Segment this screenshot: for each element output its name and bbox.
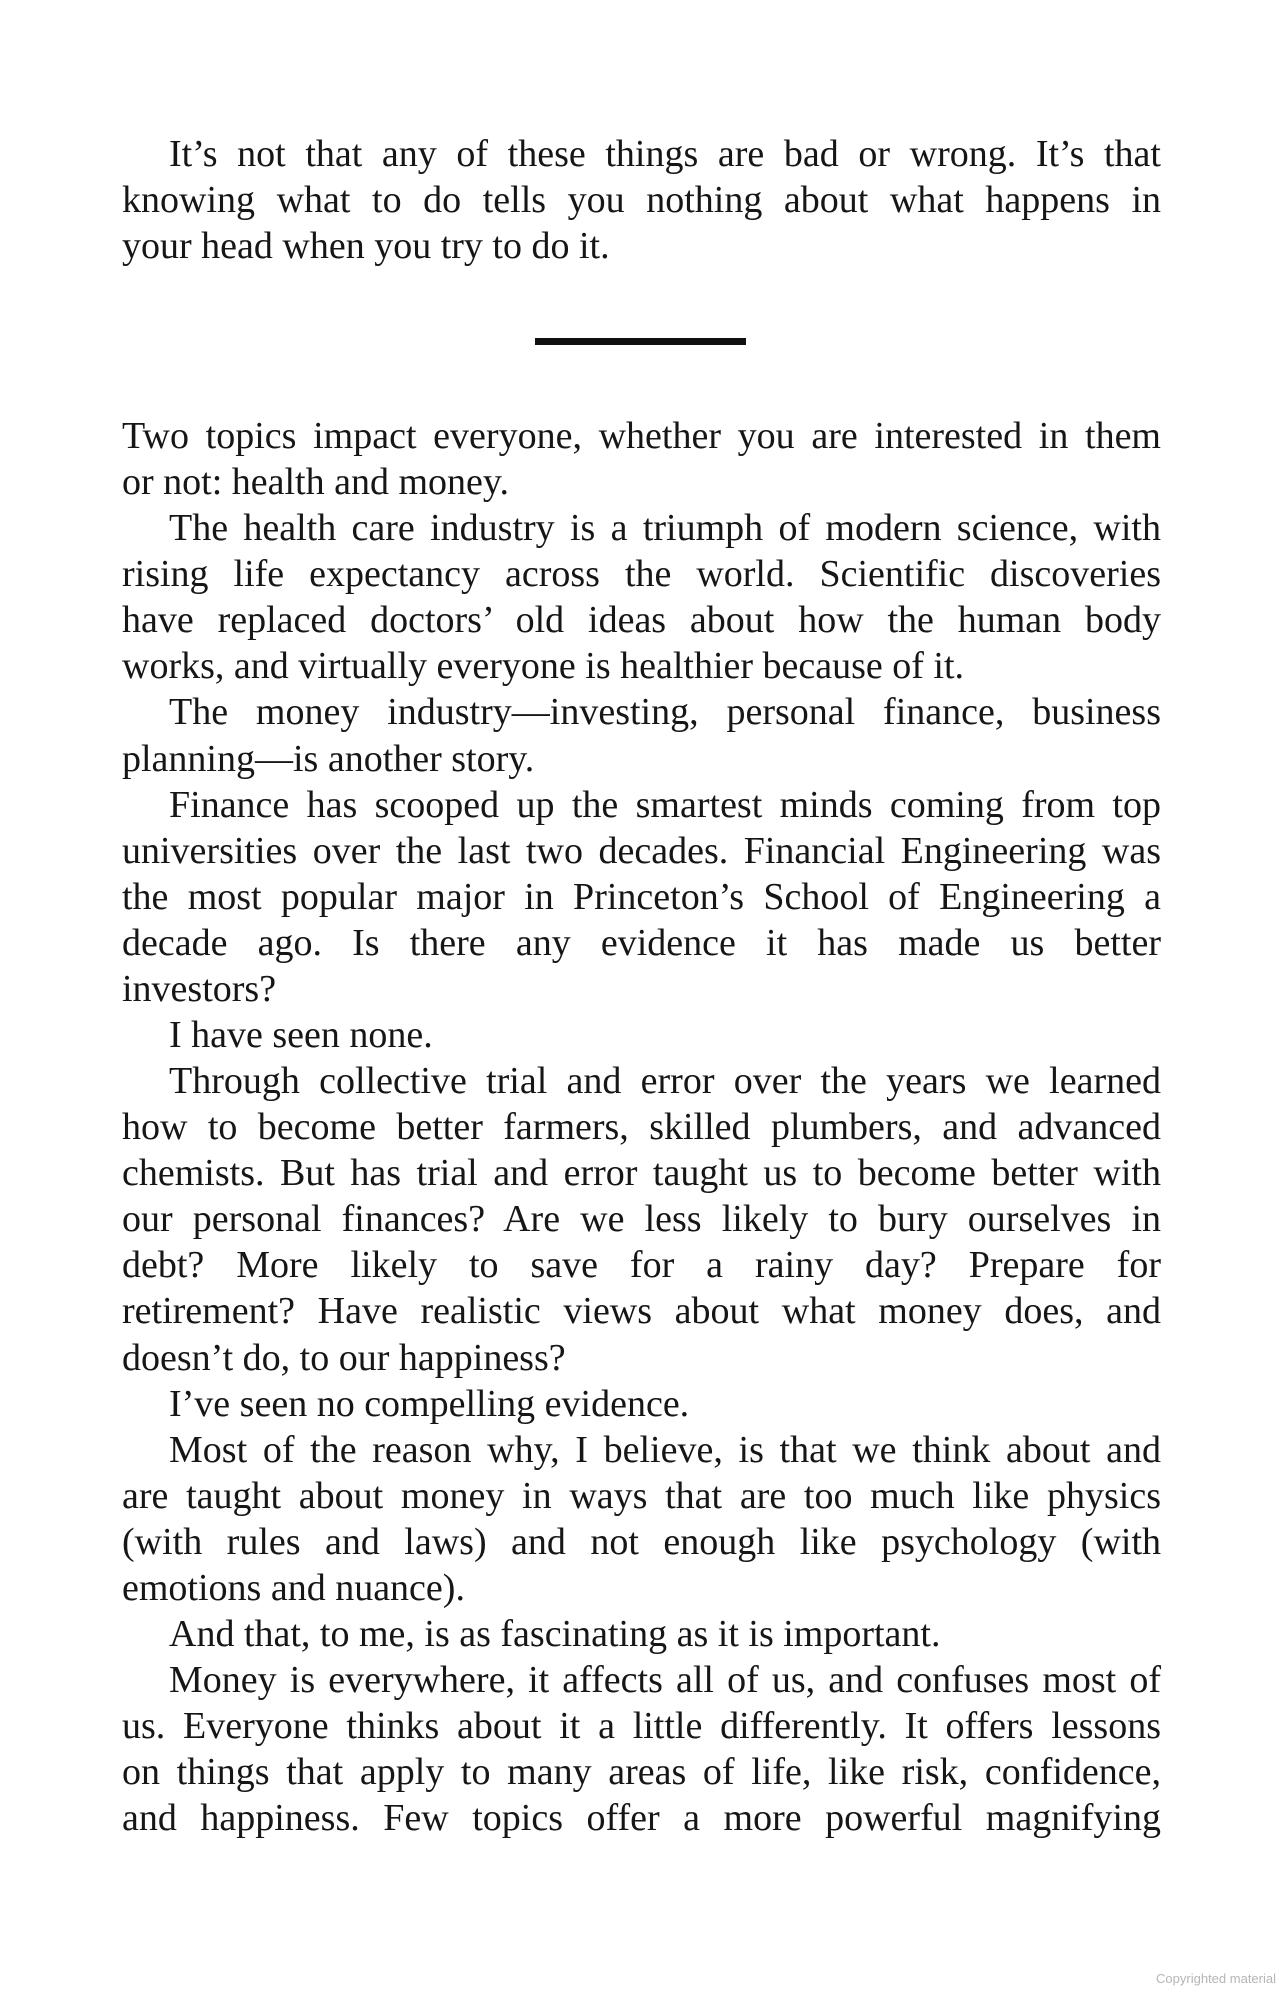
text-line: and happiness. Few topics offer a more powerful magnifying — [122, 1797, 1161, 1840]
text-line: are taught about money in ways that are too much like physics — [122, 1474, 1161, 1517]
text-line: I have seen none. — [169, 1014, 433, 1057]
text-line: Money is everywhere, it affects all of us, and confuses most of — [169, 1659, 1161, 1702]
paragraph — [122, 505, 1161, 689]
text-line: I’ve seen no compelling evidence. — [169, 1382, 690, 1425]
text-line: doesn’t do, to our happiness? — [122, 1336, 566, 1379]
paragraph — [122, 1611, 1161, 1657]
text-line: have replaced doctors’ old ideas about how the human body — [122, 599, 1161, 642]
paragraph — [122, 1657, 1161, 1841]
text-line: Finance has scooped up the smartest minds coming from top — [169, 783, 1161, 826]
text-line: chemists. But has trial and error taught us to become better with — [122, 1152, 1161, 1195]
text-line: debt? More likely to save for a rainy day? Prepare for — [122, 1244, 1161, 1287]
text-line: knowing what to do tells you nothing about what happens in — [122, 179, 1161, 222]
text-line: Two topics impact everyone, whether you are interested in them — [122, 415, 1161, 457]
section-main — [122, 413, 1161, 1841]
text-line: the most popular major in Princeton’s School of Engineering a — [122, 875, 1161, 918]
text-line: decade ago. Is there any evidence it has made us better — [122, 921, 1161, 964]
text-line: planning—is another story. — [122, 737, 535, 780]
text-line: And that, to me, is as fascinating as it is important. — [169, 1613, 941, 1656]
text-line: emotions and nuance). — [122, 1566, 465, 1609]
text-line: investors? — [122, 967, 277, 1010]
paragraph — [122, 689, 1161, 781]
paragraph — [122, 1012, 1161, 1058]
paragraph — [122, 1381, 1161, 1427]
section-divider — [535, 338, 746, 345]
text-line: Most of the reason why, I believe, is that we think about and — [169, 1428, 1161, 1471]
text-line: works, and virtually everyone is healthier because of it. — [122, 645, 965, 688]
text-line: Through collective trial and error over the years we learned — [169, 1060, 1161, 1103]
text-line: It’s not that any of these things are bad or wrong. It’s that — [169, 133, 1161, 175]
paragraph — [122, 1058, 1161, 1381]
text-line: your head when you try to do it. — [122, 225, 610, 268]
copyright-watermark: Copyrighted material — [1156, 1971, 1276, 1986]
text-line: our personal finances? Are we less likely to bury ourselves in — [122, 1198, 1161, 1241]
text-line: The health care industry is a triumph of modern science, with — [169, 507, 1161, 550]
paragraph — [122, 413, 1161, 505]
text-line: how to become better farmers, skilled plumbers, and advanced — [122, 1106, 1161, 1149]
text-line: retirement? Have realistic views about what money does, and — [122, 1290, 1161, 1333]
paragraph — [122, 1427, 1161, 1611]
text-line: rising life expectancy across the world. Scientific discoveries — [122, 553, 1161, 596]
text-line: The money industry—investing, personal finance, business — [169, 691, 1161, 734]
text-line: on things that apply to many areas of life, like risk, confidence, — [122, 1751, 1161, 1794]
paragraph — [122, 782, 1161, 1012]
section-intro — [122, 131, 1161, 269]
text-line: or not: health and money. — [122, 461, 509, 504]
paragraph — [122, 131, 1161, 269]
text-line: us. Everyone thinks about it a little differently. It offers lessons — [122, 1705, 1161, 1748]
text-line: (with rules and laws) and not enough like psychology (with — [122, 1520, 1161, 1563]
text-line: universities over the last two decades. Financial Engineering was — [122, 829, 1161, 872]
